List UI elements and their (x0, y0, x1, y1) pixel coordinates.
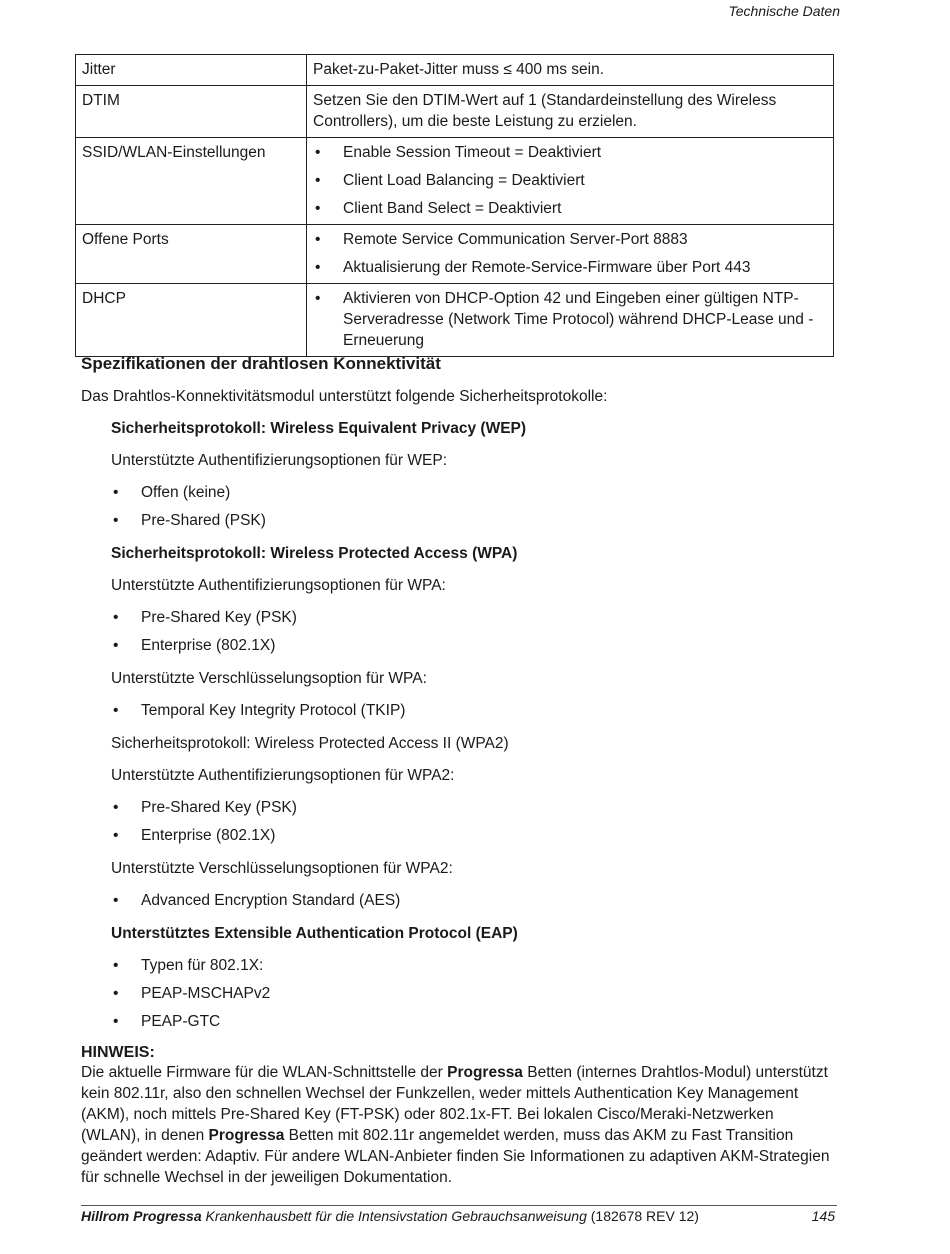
row-value (307, 225, 834, 284)
row-label: Offene Ports (76, 225, 307, 284)
footer-title (81, 1208, 699, 1224)
footer-ref: (182678 REV 12) (590, 1208, 699, 1224)
note-title: HINWEIS: (81, 1044, 155, 1061)
brand-name: Progressa (447, 1064, 523, 1081)
note-text: Betten (internes Drahtlos-Modul) unterstützt kein 802.11r, also den schnellen Wechsel der Funkzellen, weder mittels Authentication Key Management (AKM), noch mittels Pre-Shared Key (FT-PSK) oder 802.1x-FT. Bei lokalen Cisco/Meraki-Netzwerken (WLAN), in denen (81, 1064, 828, 1144)
note-text: Die aktuelle Firmware für die WLAN-Schnittstelle der (81, 1064, 448, 1081)
row-value: Setzen Sie den DTIM-Wert auf 1 (Standardeinstellung des Wireless Controllers), um die beste Leistung zu erzielen. (307, 86, 834, 138)
wpa-auth-list (81, 607, 833, 656)
list-item: • Offen (keine) (81, 482, 833, 503)
table-row (76, 138, 834, 225)
list-item: • Remote Service Communication Server-Port 8883 (313, 229, 827, 250)
list-item: • Aktualisierung der Remote-Service-Firmware über Port 443 (313, 257, 827, 278)
intro-text: Das Drahtlos-Konnektivitätsmodul unterstützt folgende Sicherheitsprotokolle: (81, 388, 608, 405)
list-item: • Client Load Balancing = Deaktiviert (313, 170, 827, 191)
wpa2-auth-label: Unterstützte Authentifizierungsoptionen für WPA2: (111, 767, 455, 784)
bullet-list (313, 229, 827, 278)
brand-name: Progressa (208, 1127, 285, 1144)
row-label: Jitter (76, 55, 307, 86)
row-label: SSID/WLAN-Einstellungen (76, 138, 307, 225)
wep-auth-list (81, 482, 833, 531)
list-item: • Temporal Key Integrity Protocol (TKIP) (81, 700, 833, 721)
wireless-spec-section (81, 354, 833, 1188)
table-row (76, 284, 834, 357)
running-header: Technische Daten (728, 3, 840, 19)
list-item: • Pre-Shared Key (PSK) (81, 607, 833, 628)
eap-list (81, 955, 833, 1032)
row-value: Paket-zu-Paket-Jitter muss ≤ 400 ms sein. (307, 55, 834, 86)
list-item: • PEAP-MSCHAPv2 (81, 983, 833, 1004)
wpa-enc-label: Unterstützte Verschlüsselungsoption für WPA: (111, 670, 427, 687)
wpa2-enc-list (81, 890, 833, 911)
wpa-auth-label: Unterstützte Authentifizierungsoptionen für WPA: (111, 577, 446, 594)
bullet-list (313, 288, 827, 351)
network-requirements-table (75, 54, 834, 357)
list-item: • Client Band Select = Deaktiviert (313, 198, 827, 219)
wpa2-enc-label: Unterstützte Verschlüsselungsoptionen für WPA2: (111, 860, 453, 877)
list-item: • Enable Session Timeout = Deaktiviert (313, 142, 827, 163)
wep-title: Sicherheitsprotokoll: Wireless Equivalent Privacy (WEP) (111, 420, 527, 437)
footer-divider (81, 1205, 837, 1206)
table-row (76, 86, 834, 138)
row-label: DHCP (76, 284, 307, 357)
list-item: • Pre-Shared (PSK) (81, 510, 833, 531)
footer-brand: Hillrom Progressa (81, 1208, 202, 1224)
footer-doc-title: Krankenhausbett für die Intensivstation Gebrauchsanweisung (201, 1208, 591, 1224)
wpa-title: Sicherheitsprotokoll: Wireless Protected Access (WPA) (111, 545, 518, 562)
section-heading: Spezifikationen der drahtlosen Konnektivität (81, 354, 441, 373)
row-value (307, 138, 834, 225)
list-item: • Typen für 802.1X: (81, 955, 833, 976)
list-item: • Pre-Shared Key (PSK) (81, 797, 833, 818)
wpa2-auth-list (81, 797, 833, 846)
bullet-list (313, 142, 827, 219)
note-text: Betten mit 802.11r angemeldet werden, muss das AKM zu Fast Transition geändert werden: Adaptiv. Für andere WLAN-Anbieter finden Sie Informationen zu adaptiven AKM-Strategien für schnelle Wechsel in der jeweiligen Dokumentation. (81, 1127, 830, 1186)
eap-title: Unterstütztes Extensible Authentication Protocol (EAP) (111, 925, 518, 942)
row-value (307, 284, 834, 357)
list-item: • Aktivieren von DHCP-Option 42 und Eingeben einer gültigen NTP-Serveradresse (Network Time Protocol) während DHCP-Lease und -Erneuerung (313, 288, 827, 351)
wpa-enc-list (81, 700, 833, 721)
table-row (76, 55, 834, 86)
wpa2-title: Sicherheitsprotokoll: Wireless Protected Access II (WPA2) (111, 735, 509, 752)
page-number: 145 (811, 1208, 835, 1224)
list-item: • Enterprise (802.1X) (81, 825, 833, 846)
table-row (76, 225, 834, 284)
list-item: • Enterprise (802.1X) (81, 635, 833, 656)
list-item: • PEAP-GTC (81, 1011, 833, 1032)
row-label: DTIM (76, 86, 307, 138)
list-item: • Advanced Encryption Standard (AES) (81, 890, 833, 911)
note-body (81, 1062, 833, 1188)
wep-auth-label: Unterstützte Authentifizierungsoptionen für WEP: (111, 452, 448, 469)
